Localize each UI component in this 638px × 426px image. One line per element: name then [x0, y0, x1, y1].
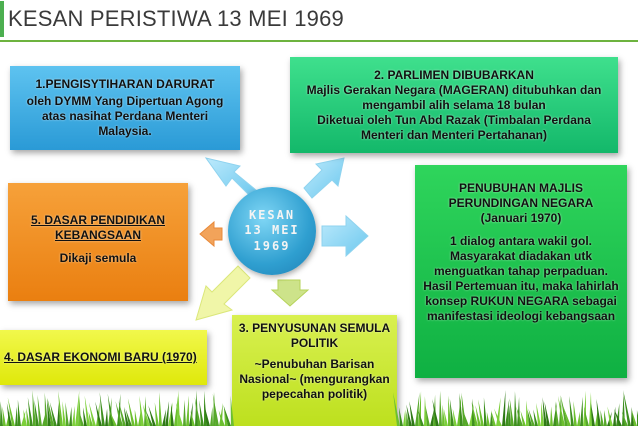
grass-blade — [426, 406, 430, 426]
grass-blade — [47, 398, 54, 426]
grass-blade — [475, 405, 481, 426]
grass-blade — [490, 412, 493, 426]
center-line1: KESAN — [248, 207, 296, 222]
grass-blade — [536, 403, 541, 426]
grass-blade — [418, 391, 421, 426]
grass-blade — [424, 396, 427, 426]
box2-heading: 2. PARLIMEN DIBUBARKAN — [374, 67, 534, 82]
grass-blade — [604, 410, 607, 426]
grass-blade — [219, 410, 225, 426]
grass-blade — [545, 402, 550, 426]
grass-blade — [459, 393, 463, 426]
grass-blade — [533, 410, 538, 426]
box6-body1: 1 dialog antara wakil gol. Masyarakat diadakan utk menguatkan tahap perpaduan. — [433, 234, 609, 278]
grass-blade — [146, 410, 153, 426]
grass-blade — [607, 407, 613, 426]
grass-blade — [174, 395, 178, 426]
grass-blade — [553, 402, 557, 426]
grass-blade — [116, 401, 123, 426]
grass-blade — [517, 397, 520, 426]
grass-blade — [96, 402, 100, 426]
grass-blade — [478, 399, 484, 426]
grass-blade — [186, 395, 189, 426]
effect-box-education — [8, 183, 188, 301]
grass-blade — [148, 405, 156, 426]
grass-blade — [472, 402, 478, 426]
grass-blade — [138, 412, 141, 426]
grass-blade — [406, 404, 412, 426]
grass-blade — [457, 395, 461, 426]
grass-blade — [622, 393, 625, 426]
grass-blade — [450, 399, 454, 426]
grass-blade — [2, 407, 6, 426]
grass-blade — [8, 398, 15, 426]
grass-blade — [155, 402, 159, 426]
grass-blade — [42, 410, 46, 426]
center-line2: 13 MEI — [244, 223, 300, 238]
grass-blade — [510, 398, 514, 426]
grass-blade — [521, 411, 526, 426]
grass-blade — [28, 397, 33, 426]
grass-blade — [631, 407, 634, 426]
effect-box-consultative-council — [415, 165, 627, 378]
grass-blade — [144, 396, 147, 426]
grass-blade — [65, 402, 69, 426]
grass-blade — [573, 401, 577, 426]
grass-blade — [541, 402, 544, 426]
box2-body1: Majlis Gerakan Negara (MAGERAN) ditubuhkan dan mengambil alih selama 18 bulan — [306, 82, 602, 112]
arrow-to-box1 — [206, 158, 256, 196]
grass-blade — [622, 412, 628, 426]
grass-blade — [72, 406, 75, 426]
arrow-to-box3 — [272, 280, 308, 306]
grass-blade — [600, 410, 604, 426]
grass-blade — [484, 397, 487, 426]
grass-blade — [526, 400, 529, 426]
grass-blade — [45, 393, 48, 426]
grass-blade — [607, 412, 612, 426]
grass-blade — [462, 407, 469, 426]
grass-blade — [555, 401, 559, 426]
grass-blade — [577, 412, 580, 426]
grass-blade — [516, 407, 523, 426]
grass-blade — [559, 395, 562, 426]
center-circle — [228, 187, 316, 275]
grass-blade — [109, 410, 117, 426]
grass-blade — [224, 406, 228, 426]
grass-blade — [62, 401, 66, 426]
grass-blade — [561, 395, 568, 426]
arrow-to-box6 — [322, 216, 368, 256]
grass-blade — [448, 396, 451, 426]
grass-blade — [430, 408, 434, 426]
grass-blade — [95, 402, 102, 426]
grass-blade — [100, 392, 105, 426]
grass-blade — [199, 400, 204, 426]
box3-heading: 3. PENYUSUNAN SEMULA POLITIK — [238, 321, 391, 350]
grass-blade — [584, 407, 589, 426]
box3-body: ~Penubuhan Barisan Nasional~ (mengurangkan pepecahan politik) — [239, 357, 390, 401]
grass-blade — [21, 411, 25, 426]
grass-blade — [89, 412, 93, 426]
grass-blade — [117, 394, 120, 426]
grass-blade — [469, 404, 474, 426]
grass-blade — [613, 407, 616, 426]
grass-blade — [108, 394, 114, 426]
grass-blade — [487, 412, 490, 426]
grass-blade — [50, 402, 57, 426]
grass-blade — [508, 405, 511, 426]
box6-body2: Hasil Pertemuan itu, maka lahirlah konsep RUKUN NEGARA sebagai manifestasi ideologi kebangsaan — [423, 279, 619, 323]
grass-blade — [409, 401, 415, 426]
grass-blade — [15, 407, 18, 426]
grass-blade — [596, 399, 601, 426]
grass-blade — [119, 401, 126, 426]
grass-blade — [162, 409, 166, 426]
grass-blade — [491, 410, 496, 426]
grass-blade — [563, 406, 571, 426]
box1-heading: 1.PENGISYTIHARAN DARURAT — [35, 77, 215, 91]
arrow-to-box2 — [304, 158, 344, 198]
grass-blade — [189, 402, 193, 426]
grass-blade — [183, 400, 186, 426]
grass-blade — [135, 410, 138, 426]
grass-blade — [195, 397, 201, 426]
grass-blade — [32, 390, 36, 426]
box5-heading: 5. DASAR PENDIDIKAN KEBANGSAAN — [30, 213, 165, 242]
page-title: KESAN PERISTIWA 13 MEI 1969 — [8, 6, 344, 31]
grass-blade — [204, 403, 210, 426]
grass-blade — [34, 400, 39, 426]
grass-blade — [591, 403, 595, 426]
grass-blade — [26, 408, 30, 426]
grass-blade — [0, 401, 3, 426]
box6-date: (Januari 1970) — [480, 211, 562, 225]
grass-blade — [58, 391, 63, 426]
grass-blade — [171, 403, 174, 426]
grass-blade — [442, 405, 445, 426]
grass-blade — [165, 401, 169, 426]
effect-box-economic-policy — [0, 330, 207, 385]
grass-blade — [528, 410, 532, 426]
grass-blade — [496, 397, 501, 426]
effect-box-parliament — [290, 57, 618, 153]
grass-blade — [494, 408, 502, 426]
grass-blade — [439, 391, 442, 426]
grass-blade — [47, 399, 51, 426]
grass-blade — [191, 411, 195, 426]
grass-blade — [223, 405, 231, 426]
grass-blade — [57, 403, 60, 426]
grass-blade — [505, 399, 509, 426]
grass-blade — [204, 391, 207, 426]
grass-blade — [176, 402, 183, 426]
grass-blade — [85, 396, 90, 426]
grass-blade — [69, 407, 72, 426]
grass-blade — [418, 410, 424, 426]
grass-blade — [18, 400, 21, 426]
grass-blade — [7, 403, 12, 426]
grass-blade — [126, 409, 132, 426]
grass-blade — [143, 404, 150, 426]
grass-blade — [614, 409, 622, 426]
grass-blade — [550, 406, 553, 426]
grass-blade — [83, 407, 87, 426]
box1-body: oleh DYMM Yang Dipertuan Agong atas nasihat Perdana Menteri Malaysia. — [26, 94, 224, 138]
grass-blade — [616, 403, 619, 426]
box2-body2: Diketuai oleh Tun Abd Razak (Timbalan Perdana Menteri dan Menteri Pertahanan) — [317, 112, 591, 142]
grass-blade — [472, 398, 475, 426]
grass-blade — [105, 409, 108, 426]
grass-blade — [210, 407, 213, 426]
grass-blade — [502, 390, 505, 426]
grass-blade — [79, 411, 84, 426]
grass-blade — [528, 409, 535, 426]
effect-box-emergency — [10, 66, 240, 150]
box4-heading: 4. DASAR EKONOMI BARU (1970) — [4, 350, 197, 364]
grass-blade — [403, 409, 406, 426]
grass-blade — [632, 409, 637, 426]
grass-blade — [580, 397, 583, 426]
grass-blade — [583, 391, 586, 426]
grass-blade — [444, 409, 448, 426]
title-accent-bar — [0, 1, 4, 37]
grass-blade — [75, 391, 79, 426]
grass-blade — [213, 392, 216, 426]
grass-blade — [78, 396, 81, 426]
grass-blade — [415, 392, 419, 426]
box6-heading: PENUBUHAN MAJLIS PERUNDINGAN NEGARA — [448, 181, 594, 210]
center-line3: 1969 — [253, 238, 291, 253]
grass-blade — [168, 402, 173, 426]
grass-blade — [177, 390, 180, 426]
grass-blade — [139, 396, 144, 426]
title-divider — [0, 40, 638, 42]
grass-blade — [543, 397, 547, 426]
grass-blade — [124, 407, 129, 426]
grass-blade — [6, 410, 10, 426]
grass-blade — [595, 408, 598, 426]
grass-blade — [195, 390, 198, 426]
grass-blade — [569, 396, 574, 426]
grass-blade — [406, 411, 409, 426]
grass-blade — [213, 394, 219, 426]
arrow-to-box4 — [196, 266, 250, 320]
grass-blade — [399, 407, 403, 426]
grass-blade — [461, 392, 466, 426]
arrow-to-box5 — [200, 222, 222, 246]
grass-blade — [589, 392, 592, 426]
grass-blade — [159, 392, 162, 426]
grass-blade — [432, 399, 439, 426]
grass-blade — [89, 402, 96, 426]
grass-blade — [433, 395, 436, 426]
grass-blade — [108, 397, 112, 426]
grass-blade — [23, 409, 27, 426]
grass-blade — [558, 396, 565, 426]
grass-blade — [453, 409, 457, 426]
grass-blade — [38, 395, 42, 426]
effect-box-political-restructuring — [232, 315, 397, 426]
grass-blade — [514, 391, 517, 426]
grass-blade — [623, 390, 631, 426]
grass-blade — [128, 398, 135, 426]
box5-body: Dikaji semula — [59, 251, 137, 265]
grass-blade — [219, 403, 223, 426]
